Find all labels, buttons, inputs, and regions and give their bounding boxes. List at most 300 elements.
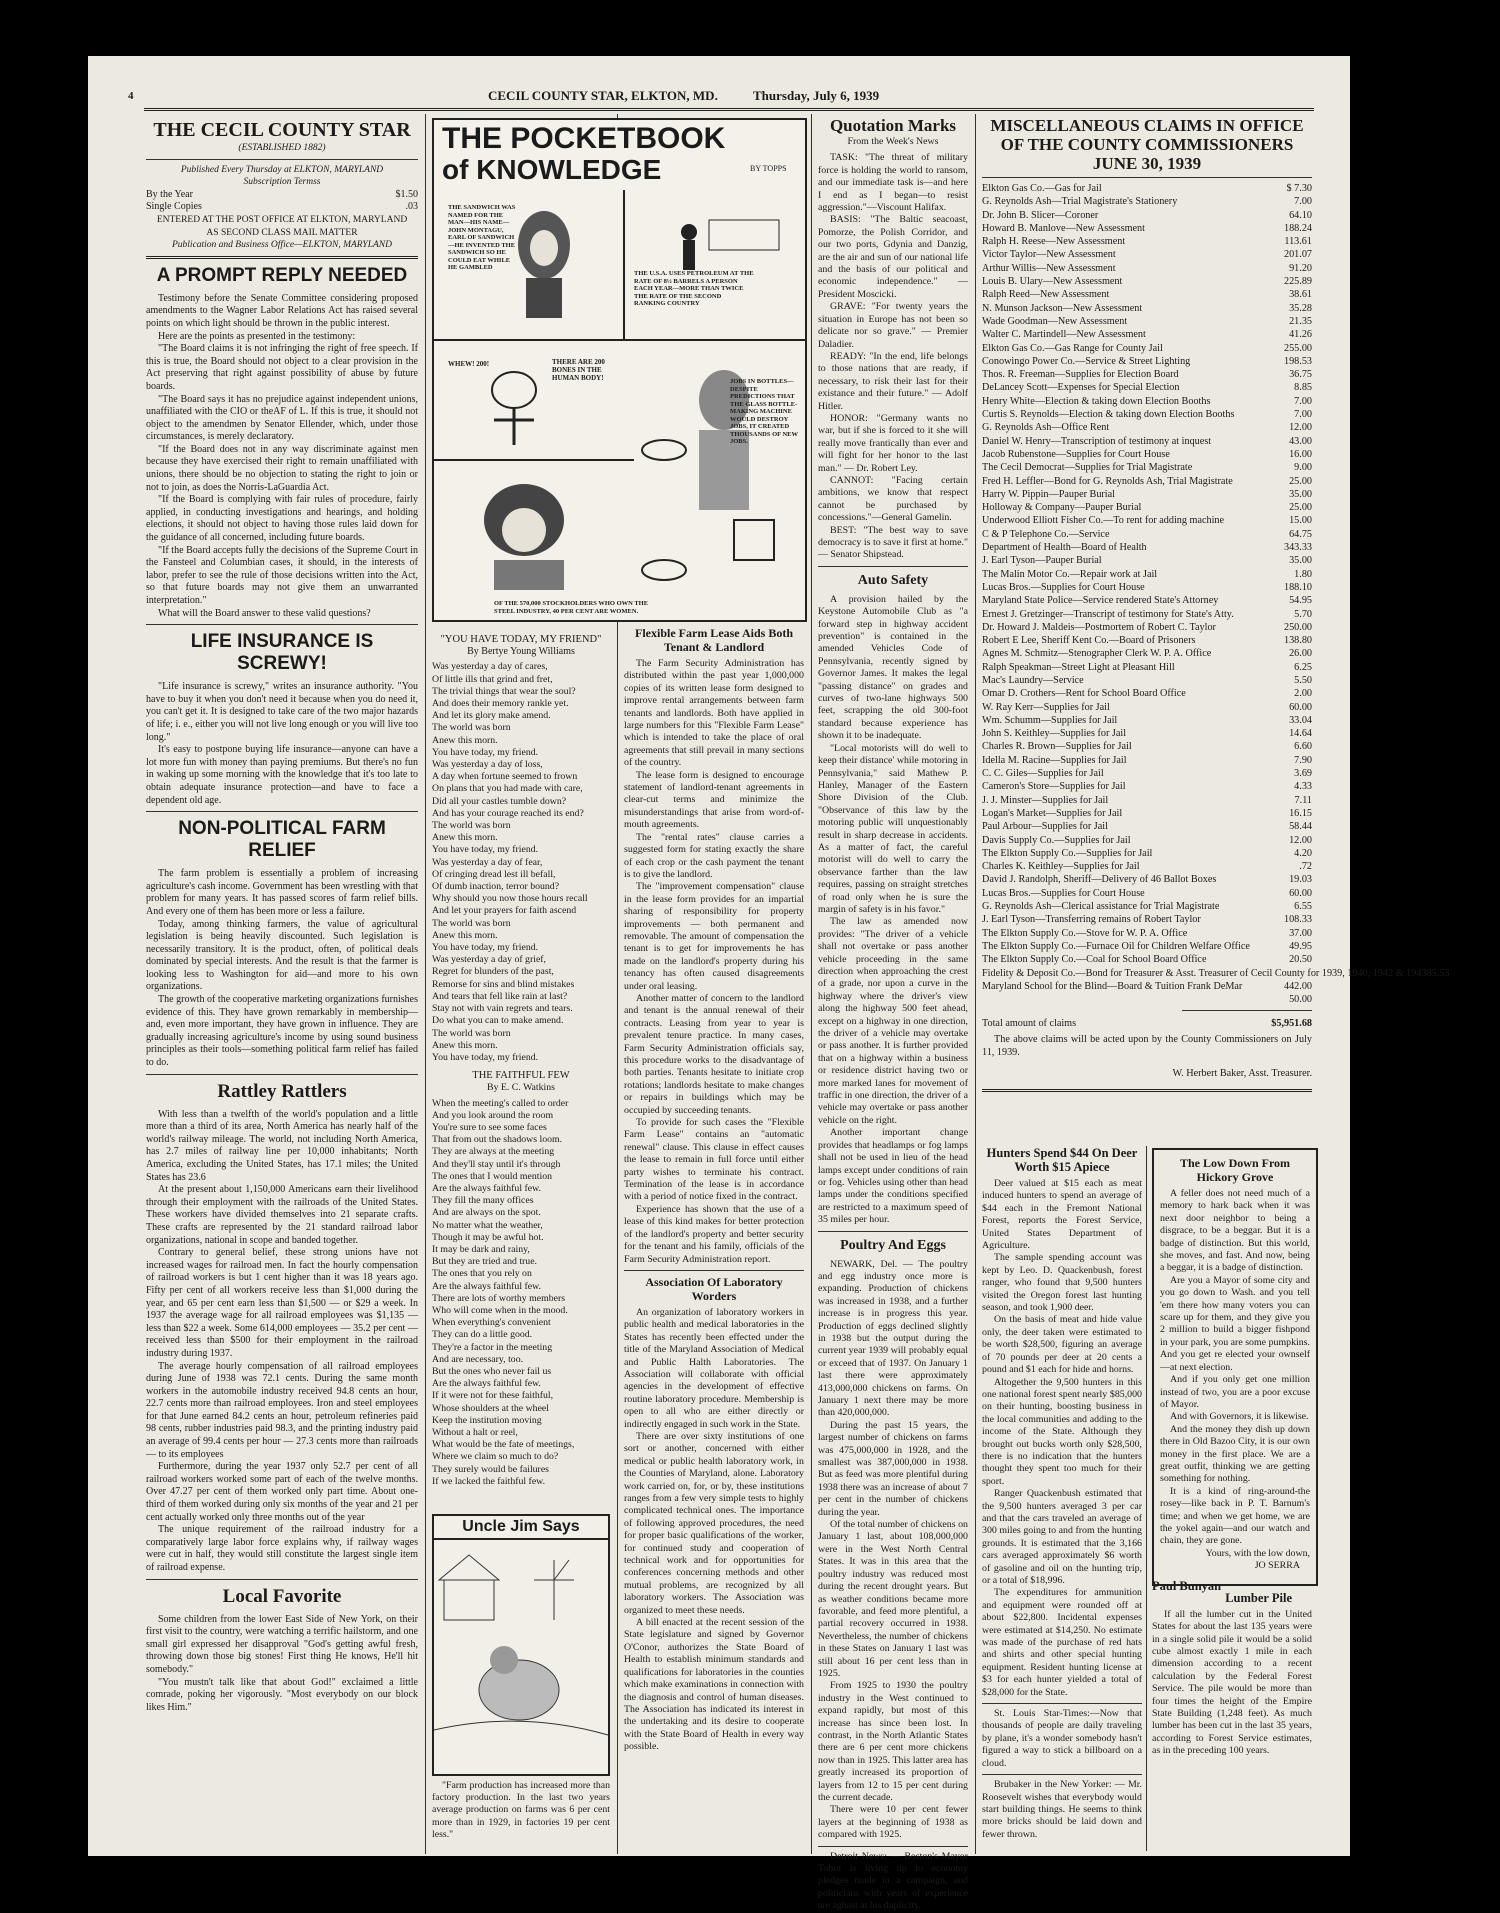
claim-description: The Elkton Supply Co.—Furnace Oil for Children Welfare Office xyxy=(982,940,1250,952)
claim-description: Walter C. Martindell—New Assessment xyxy=(982,329,1146,341)
paragraph: During the past 15 years, the largest number of chickens on farms was 475,000,000 in 1928, and the smallest was 387,000,000 in 1938. But as feed was more plentiful during 1938 there was an increase of about 7 per cent in the number of chickens during the year. xyxy=(818,1419,968,1518)
claim-amount: 85.53 xyxy=(1426,967,1450,979)
paragraph: NEWARK, Del. — The poultry and egg industry once more is expanding. Production of chickens was increased in 1938, and a further increase is in progress this year. Production of eggs declined slightly in 1938 but the output during the current year 1939 will probably equal or exceed that of 1937. On January 1 last there were approximately 413,000,000 chickens on farms. On January 1 next there may be more than 420,000,000. xyxy=(818,1258,968,1419)
claim-amount: .72 xyxy=(1299,861,1312,873)
claim-description: Elkton Gas Co.—Gas for Jail xyxy=(982,183,1102,194)
claim-amount: 12.00 xyxy=(1289,422,1312,434)
paragraph: An organization of laboratory workers in public health and medical laboratories in the States has recently been effected under the title of the Maryland Association of Medical and Public Halth Laboratories. The Association will collaborate with official agencies in the development of effective routine laboratory procedure. Membership is open to all who are either directly or indirectly engaged in such work in the State. xyxy=(624,1306,804,1430)
paragraph: There are over sixty institutions of one sort or another, concerned with either medical or public health laboratory work, in the Counties of Maryland, alone. Laboratory work carried on, for, or by, these institutions ranges from a few very simple tests to highly complicated technical ones. The importance of following approved procedures, the need for proper basic qualifications of the worker, for continued study and cooperation of technical work and for opportunities for conferences concerning methods and other mutual problems, are recognized by all laboratory workers. The Association was organized to meet these needs. xyxy=(624,1430,804,1616)
claim-description: G. Reynolds Ash—Office Rent xyxy=(982,422,1110,434)
claim-description: Logan's Market—Supplies for Jail xyxy=(982,807,1123,819)
claim-row xyxy=(982,727,1312,740)
claim-description: Curtis S. Reynolds—Election & taking down Election Booths xyxy=(982,409,1235,421)
claim-description: The Elkton Supply Co.—Stove for W. P. A. Office xyxy=(982,927,1188,939)
claim-row xyxy=(982,634,1312,647)
claim-description: The Malin Motor Co.—Repair work at Jail xyxy=(982,568,1158,580)
poem-line: The ones that you rely on xyxy=(432,1268,532,1280)
claim-row xyxy=(982,302,1312,315)
paragraph: Experience has shown that the use of a lease of this kind makes for better protection of the landlord's property and better security for the tenant and his family, officials of the Farm Security Administration report. xyxy=(624,1203,804,1265)
claim-description: W. Ray Kerr—Supplies for Jail xyxy=(982,701,1110,713)
news-column xyxy=(818,116,968,1912)
lowdown-signoff: Yours, with the low down, xyxy=(1205,1547,1310,1559)
claim-description: The Elkton Supply Co.—Coal for School Board Office xyxy=(982,954,1207,966)
claims-total-label: Total amount of claims xyxy=(982,1018,1077,1030)
claim-description: Holloway & Company—Pauper Burial xyxy=(982,502,1142,514)
paragraph: Another matter of concern to the landlord and tenant is the annual renewal of their contracts. Leasing from year to year is prevalent tenure practice. In many cases, Farm Security Administration officials say, this procedure works to the disadvantage of both parties. Tenants hesitate to initiate crop rotations; landlords hesitate to make changes or repairs in buildings which may be occupied by succeeding tenants. xyxy=(624,992,804,1116)
paragraph: From 1925 to 1930 the poultry industry in the West continued to expand rapidly, but most of this increase has since been lost. In contrast, in the North Atlantic States there are 6 per cent more chickens now than in 1925. This latter area has greatly increased its proportion of layers from 12 to 15 per cent during the current decade. xyxy=(818,1680,968,1803)
claim-description: Lucas Bros.—Supplies for Court House xyxy=(982,581,1145,593)
paragraph: It's easy to postpone buying life insurance—anyone can have a lot more fun with money than paying premiums. But there's no fun in waking up some morning with the knowledge that it's too late to obtain adequate insurance protection—and have to face a dependent old age. xyxy=(146,744,418,806)
claim-description: Wm. Schumm—Supplies for Jail xyxy=(982,714,1118,726)
paragraph: What will the Board answer to these valid questions? xyxy=(158,607,371,619)
paragraph: It is a kind of ring-around-the rosey—like back in P. T. Barnum's time; and when we get home, we are the yokel again—and our watch and chain, they are gone. xyxy=(1160,1485,1310,1547)
column-rule xyxy=(425,114,426,1854)
paragraph: "If the Board does not in any way discriminate against men because they have exercised their right to remain unaffiliated with unions, there should be no objection to stating the right to join or not to join, as does the Norris-LaGuardia Act. xyxy=(146,443,418,493)
poem-line: And are necessary, too. xyxy=(432,1353,524,1365)
claim-row xyxy=(982,541,1312,554)
column-rule xyxy=(975,114,976,1854)
claim-amount: 225.89 xyxy=(1283,276,1312,288)
claim-row xyxy=(982,860,1312,873)
masthead-entered: ENTERED AT THE POST OFFICE AT ELKTON, MARYLAND xyxy=(156,214,408,225)
page-number: 4 xyxy=(128,90,134,102)
claim-description: J. Earl Tyson—Pauper Burial xyxy=(982,555,1102,567)
claim-description: The Cecil Democrat—Supplies for Trial Magistrate xyxy=(982,462,1193,474)
poem-line: And you look around the room xyxy=(432,1109,554,1121)
claim-amount: 19.03 xyxy=(1289,874,1312,886)
claim-amount: 6.60 xyxy=(1294,741,1312,753)
bunyan-column xyxy=(1152,1580,1312,1850)
poem-line: They fill the many offices xyxy=(432,1195,534,1207)
poem-line: You have today, my friend. xyxy=(432,844,539,856)
lowdown-headline: The Low Down From Hickory Grove xyxy=(1179,1156,1291,1184)
claim-description: Ralph Reed—New Assessment xyxy=(982,289,1110,301)
claim-row xyxy=(982,953,1312,966)
claim-amount: 3.69 xyxy=(1294,768,1312,780)
claim-amount: 7.00 xyxy=(1294,196,1312,208)
claim-amount: 7.00 xyxy=(1294,395,1312,407)
claim-amount: 35.28 xyxy=(1289,302,1312,314)
claims-table xyxy=(982,182,1450,1006)
claim-row xyxy=(982,235,1312,248)
article-rattley xyxy=(146,1109,418,1575)
claim-amount: 6.25 xyxy=(1294,661,1312,673)
paragraph: The unique requirement of the railroad industry for a comparatively large labor force explains why, if railway wages were cut in half, they would still constitute the largest single item of railroad expense. xyxy=(146,1524,418,1573)
masthead-class: AS SECOND CLASS MAIL MATTER xyxy=(206,227,358,238)
claim-amount: 5.50 xyxy=(1294,674,1312,686)
paper-title: CECIL COUNTY STAR, ELKTON, MD. xyxy=(488,88,718,103)
paragraph: GRAVE: "For twenty years the situation in Europe has not been so delicate nor so grave." — Premier Daladier. xyxy=(818,301,968,350)
poem-line: Remorse for sins and blind mistakes xyxy=(432,978,575,990)
poem-line: There are lots of worthy members xyxy=(432,1292,566,1304)
paragraph: HONOR: "Germany wants no war, but if she is forced to it she will really move frantically than ever and will fight for her honor to the last man." — Dr. Robert Ley. xyxy=(818,412,968,474)
paragraph: Here are the points as presented in the testimony: xyxy=(158,330,356,342)
claim-description: John S. Keithley—Supplies for Jail xyxy=(982,728,1127,740)
claim-amount: 4.33 xyxy=(1294,781,1312,793)
poem-line: Are the always faithful few. xyxy=(432,1280,541,1292)
paragraph: Are you a Mayor of some city and you go down to Wash. and you tell 'em there how many voters you can scare up for them, and they give you 2 million to build a bigger fishpond in your park, you are some pumpkins. And you get re elected your ownself—at next election. xyxy=(1160,1274,1310,1373)
claim-row xyxy=(982,182,1312,195)
quotes-headline: Quotation Marks xyxy=(829,116,957,135)
quotes-subhead: From the Week's News xyxy=(847,136,939,147)
claim-description: Harry W. Pippin—Pauper Burial xyxy=(982,488,1115,500)
claim-row xyxy=(982,980,1312,993)
claim-amount: 43.00 xyxy=(1289,435,1312,447)
masthead-name: THE CECIL COUNTY STAR xyxy=(153,119,411,141)
poem-column xyxy=(432,634,610,1504)
hunters-headline: Hunters Spend $44 On Deer Worth $15 Apiece xyxy=(986,1146,1138,1174)
claim-amount: 20.50 xyxy=(1289,954,1312,966)
claim-row xyxy=(982,847,1312,860)
claim-row xyxy=(982,608,1312,621)
claim-row xyxy=(982,900,1312,913)
claim-amount: 60.00 xyxy=(1289,701,1312,713)
claim-amount: 16.00 xyxy=(1289,448,1312,460)
masthead-office: Publication and Business Office—ELKTON, MARYLAND xyxy=(171,240,392,251)
claim-amount: 1.80 xyxy=(1294,568,1312,580)
poem-line: What would be the fate of meetings, xyxy=(432,1439,575,1451)
claim-row xyxy=(982,714,1312,727)
claim-description: Henry White—Election & taking down Election Booths xyxy=(982,395,1211,407)
claim-amount: 35.00 xyxy=(1289,555,1312,567)
cartoon-caption-steel: OF THE 570,000 STOCKHOLDERS WHO OWN THE STEEL INDUSTRY, 40 PER CENT ARE WOMEN. xyxy=(494,600,649,615)
paragraph: The growth of the cooperative marketing organizations furnishes evidence of this. They have grown remarkably in membership—and, even more important, they have grown in influence. They are gradually increasing agriculture's income by using sound business principles as their tools—something political farm relief has failed to do. xyxy=(146,994,418,1069)
poem-line: And they'll stay until it's through xyxy=(432,1158,561,1170)
claim-description: Maryland School for the Blind—Board & Tuition Frank DeMar xyxy=(982,980,1243,992)
price-single-label: Single Copies xyxy=(146,201,202,213)
claim-row xyxy=(982,195,1312,208)
claim-description: Maryland State Police—Service rendered State's Attorney xyxy=(982,595,1219,607)
poem-line: When everything's convenient xyxy=(432,1317,551,1329)
page-header xyxy=(88,86,1350,108)
claim-row xyxy=(982,528,1312,541)
bunyan-headline-2: Lumber Pile xyxy=(1225,1591,1292,1606)
claim-description: Ralph Speakman—Street Light at Pleasant Hill xyxy=(982,661,1175,673)
claim-row xyxy=(982,661,1312,674)
claim-description: Mac's Laundry—Service xyxy=(982,674,1084,686)
poem-line: Was yesterday a day of loss, xyxy=(432,759,543,771)
claim-row xyxy=(982,554,1312,567)
claim-row xyxy=(982,448,1312,461)
claim-row xyxy=(982,581,1312,594)
paragraph: And the money they dish up down there in Old Bazoo City, it is our own money in the first place. We are a great outfit, thinking we are getting something for nothing. xyxy=(1160,1423,1310,1485)
claim-description: Conowingo Power Co.—Service & Street Lighting xyxy=(982,355,1191,367)
paragraph: Of the total number of chickens on January 1 last, about 108,000,000 were in the West North Central States. It was in this area that the poultry industry was reduced most during the recent drought years. But as weather conditions became more favorable, and feed more plentiful, a partial recovery occurred in 1938. Nevertheless, the number of chickens in these States on January 1 last was still about 16 per cent less than in 1925. xyxy=(818,1519,968,1679)
issue-date: Thursday, July 6, 1939 xyxy=(753,88,880,103)
paragraph: And with Governors, it is likewise. xyxy=(1170,1411,1309,1423)
claim-amount: 16.15 xyxy=(1289,807,1312,819)
poem1-body xyxy=(432,661,610,1064)
poem-line: Was yesterday a day of fear, xyxy=(432,856,543,868)
claim-row xyxy=(982,488,1312,501)
claim-description: Louis B. Ulary—New Assessment xyxy=(982,276,1123,288)
uncle-jim-caption: "Farm production has increased more than factory production. In the last two years average production on farms was 6 per cent more than in 1929, in factories 19 per cent less." xyxy=(432,1780,610,1840)
claim-row xyxy=(982,222,1312,235)
claim-amount: 2.00 xyxy=(1294,688,1312,700)
poem-line: The world was born xyxy=(432,917,511,929)
headline-farm: NON-POLITICAL FARM RELIEF xyxy=(178,818,386,862)
claim-row xyxy=(982,475,1312,488)
poem-line: No matter what the weather, xyxy=(432,1219,543,1231)
poem-line: Stay not with vain regrets and tears. xyxy=(432,1003,573,1015)
claim-amount: 25.00 xyxy=(1289,475,1312,487)
poem-line: You have today, my friend. xyxy=(432,1051,539,1063)
claim-description: Fidelity & Deposit Co.—Bond for Treasurer & Asst. Treasurer of Cecil County for 1939, 1940, 1942 & 1943 xyxy=(982,967,1427,979)
poem-line: And let its glory make amend. xyxy=(432,710,551,722)
claim-amount: 7.00 xyxy=(1294,409,1312,421)
claim-row xyxy=(982,408,1312,421)
claim-amount: 201.07 xyxy=(1283,249,1312,261)
claim-row xyxy=(982,461,1312,474)
claim-description: C & P Telephone Co.—Service xyxy=(982,528,1110,540)
poem-line: Of little ills that grind and fret, xyxy=(432,673,553,685)
claim-row xyxy=(982,568,1312,581)
masthead-established: (ESTABLISHED 1882) xyxy=(238,143,326,153)
poem-line: If it were not for these faithful, xyxy=(432,1390,554,1402)
claim-description: Thos. R. Freeman—Supplies for Election Board xyxy=(982,369,1179,381)
claim-row xyxy=(982,701,1312,714)
claim-amount: 25.00 xyxy=(1289,502,1312,514)
paragraph: Another important change provides that headlamps or fog lamps shall not be used in lieu of the head lamps except under conditions of rain or fog. Vehicles using other than head lamps under the conditions specified are restricted to a maximum speed of 35 miles per hour. xyxy=(818,1127,968,1226)
poem-line: They surely would be failures xyxy=(432,1463,549,1475)
poem-line: Anew this morn. xyxy=(432,929,498,941)
claim-description: N. Munson Jackson—New Assessment xyxy=(982,302,1143,314)
paragraph: Contrary to general belief, these strong unions have not increased wages for railroad men. In fact the hourly compensation of railroad workers is but 1 cent higher than it was 18 years ago. Fifty per cent of all workers receive less than $1,000 during the year, and 65 per cent earn less than $1,500 — or $29 a week. In 1937 the average wage for all railroad employees was $1,135 — less than $22 a week. Some 614,000 employees — 35.2 per cent — received less than $500 for their employment in the railroad industry during 1937. xyxy=(146,1247,418,1359)
claim-description: Paul Arbour—Supplies for Jail xyxy=(982,821,1108,833)
claims-title: MISCELLANEOUS CLAIMS IN OFFICE xyxy=(990,116,1304,135)
column-rule xyxy=(811,114,812,1854)
claim-row xyxy=(982,421,1312,434)
poem-line: Regret for blunders of the past, xyxy=(432,966,554,978)
claim-description: G. Reynolds Ash—Trial Magistrate's Stationery xyxy=(982,196,1178,208)
paragraph: "The Board claims it is not infringing the right of free speech. If this is true, the Board should not object to a clear provision in the Act preserving that right against possibility of abuse by future boards. xyxy=(146,343,418,392)
claim-description: Daniel W. Henry—Transcription of testimony at inquest xyxy=(982,435,1212,447)
claim-row xyxy=(982,927,1312,940)
paragraph: BEST: "The best way to save democracy is to save it first at home." — Senator Shipstead. xyxy=(818,524,968,561)
paragraph: The Farm Security Administration has distributed within the past year 1,000,000 copies of its written lease form designed to improve rental arrangements between farm tenants and landlords. Both have applied in large numbers for this "Flexible Farm Lease" which is intended to take the place of oral agreements that still prevail in many sections of the country. xyxy=(624,658,804,769)
claim-row xyxy=(982,674,1312,687)
claim-description: G. Reynolds Ash—Clerical assistance for Trial Magistrate xyxy=(982,901,1220,913)
poem-line: And does their memory rankle yet. xyxy=(432,698,569,710)
headline-life: LIFE INSURANCE IS SCREWY! xyxy=(190,631,374,675)
claim-amount: 250.00 xyxy=(1283,621,1312,633)
cartoon-caption-bones: THERE ARE 200 BONES IN THE HUMAN BODY! xyxy=(552,358,605,382)
claim-amount: 138.80 xyxy=(1283,635,1312,647)
claims-section xyxy=(982,116,1450,1136)
column-rule xyxy=(1146,1146,1147,1851)
claim-description: Robert E Lee, Sheriff Kent Co.—Board of Prisoners xyxy=(982,635,1196,647)
claim-description: Cameron's Store—Supplies for Jail xyxy=(982,781,1126,793)
paragraph: If all the lumber cut in the United States for about the last 135 years were in a single solid pile it would be a solid cube almost exactly 1 mile in each dimension according to a recent calculation by the Federal Forest Service. The pile would be more than four times the height of the Empire State Building (1,248 feet). As much lumber has been cut in the last 35 years, according to Forest Service estimates, as in the preceding 100 years. xyxy=(1152,1608,1312,1757)
masthead-subscription: Subscription Termss xyxy=(243,177,321,188)
paragraph: The sample spending account was kept by Leo. D. Quackenbush, forest ranger, who found that 9,500 hunters visited the Oregon forest last hunting season, and took 1,900 deer. xyxy=(982,1252,1142,1314)
claim-description: Howard B. Manlove—New Assessment xyxy=(982,222,1145,234)
poem-line: But they are tried and true. xyxy=(432,1256,538,1268)
claim-amount: 188.10 xyxy=(1283,581,1312,593)
poem-line: They can do a little good. xyxy=(432,1329,533,1341)
cartoon-byline: BY TOPPS xyxy=(750,164,787,173)
claim-amount: 49.95 xyxy=(1289,940,1312,952)
poem2-title: THE FAITHFUL FEW xyxy=(472,1070,570,1082)
poem-line: Why should you now those hours recall xyxy=(432,893,588,905)
paragraph: The "rental rates" clause carries a suggested form for stating exactly the share of each crop or the cash payment the tenant is to give the landlord. xyxy=(624,831,804,880)
poultry-headline: Poultry And Eggs xyxy=(840,1237,946,1253)
headline-local: Local Favorite xyxy=(222,1585,342,1607)
lowdown-box xyxy=(1152,1148,1318,1586)
uncle-jim-title: Uncle Jim Says xyxy=(434,1516,608,1540)
article-life xyxy=(146,681,418,807)
poem-line: And let your prayers for faith ascend xyxy=(432,905,577,917)
claim-row xyxy=(982,794,1312,807)
bunyan-headline: Paul Bunyan xyxy=(1152,1579,1222,1593)
poem-line: It may be dark and rainy, xyxy=(432,1243,530,1255)
paragraph: Some children from the lower East Side of New York, on their first visit to the country, were watching a terrific hailstorm, and one small girl expressed her disapproval "God's getting awful fresh, throwing down those big stones! First thing He knows, He'll hit somebody." xyxy=(146,1613,418,1675)
paragraph: The expenditures for ammunition and equipment were rounded off at about $22,800. Incidental expenses were estimated at $14,250. No estimate was made of the purchase of red hats and shirts and other special hunting equipment. Resident hunting license at $3 for each hunter yielded a total of $28,000 for the State. xyxy=(982,1587,1142,1698)
poem-line: Whose shoulders at the wheel xyxy=(432,1402,549,1414)
paragraph: The farm problem is essentially a problem of increasing agriculture's cash income. Government has been wrestling with that problem for many years. It has passed scores of farm relief bills. And every one of them has been more or less a failure. xyxy=(146,868,418,917)
poem-line: Anew this morn. xyxy=(432,734,498,746)
paragraph: Detroit News: — Boston's Mayor Tobin is living up to economy pledges made in a campaign, and politicians with years of experience are aghast at his duplicity. xyxy=(818,1850,968,1912)
claim-description: Ernest J. Gretzinger—Transcript of testimony for State's Atty. xyxy=(982,608,1234,620)
paragraph: The lease form is designed to encourage statement of landlord-tenant agreements in clear-cut terms and minimize the misunderstandings that arise from word-of-mouth agreements. xyxy=(624,769,804,831)
claim-row xyxy=(982,993,1312,1006)
hunters-column xyxy=(982,1146,1142,1851)
uncle-jim-cartoon xyxy=(432,1514,610,1844)
claim-amount: 198.53 xyxy=(1283,355,1312,367)
header-rule xyxy=(144,108,1314,111)
claim-row xyxy=(982,820,1312,833)
claim-description: J. Earl Tyson—Transferring remains of Robert Taylor xyxy=(982,914,1201,926)
claim-description: Charles R. Brown—Supplies for Jail xyxy=(982,741,1132,753)
cartoon-title-2: of KNOWLEDGE xyxy=(442,154,662,185)
paragraph: "You mustn't talk like that about God!" exclaimed a little comrade, poking her vigorously. "Most everybody on our block likes Him." xyxy=(146,1676,418,1713)
paragraph: To provide for such cases the "Flexible Farm Lease" contains an "automatic renewal" clause. This clause in effect causes the lease to remain in full force until either party wishes to terminate his contract. Termination of the lease is in accordance with a period of notice fixed in the contract. xyxy=(624,1117,804,1203)
poem-line: Of dumb inaction, terror bound? xyxy=(432,881,560,893)
claim-row xyxy=(982,381,1312,394)
headline-prompt: A PROMPT REPLY NEEDED xyxy=(156,264,408,286)
price-year-label: By the Year xyxy=(146,188,193,200)
claim-row xyxy=(982,594,1312,607)
paragraph: "Local motorists will do well to keep their distance' while motoring in Pennsylvania," said Mathew P. Hanley, Manager of the Eastern Shore Division of the Club. "Observance of this law by the motoring public will unquestionably result in sharp decrease in accidents. As a matter of fact, the careful motorist will do well to carry the observance farther than the law requires, passing on straight stretches of road only when he is sure the margin of safety is in his favor." xyxy=(818,742,968,915)
paragraph: There were 10 per cent fewer layers at the beginning of 1938 as compared with 1925. xyxy=(818,1804,968,1841)
poem-line: The world was born xyxy=(432,820,511,832)
paragraph: And if you only get one million instead of two, you are a poor excuse of Mayor. xyxy=(1160,1374,1310,1410)
headline-rattley: Rattley Rattlers xyxy=(217,1080,347,1102)
claim-row xyxy=(982,368,1312,381)
claim-amount: 21.35 xyxy=(1289,315,1312,327)
claims-note: The above claims will be acted upon by the County Commissioners on July 11, 1939. xyxy=(982,1033,1312,1058)
claims-signature: W. Herbert Baker, Asst. Treasurer. xyxy=(1172,1068,1312,1080)
claim-row xyxy=(982,435,1312,448)
claim-row xyxy=(982,288,1312,301)
lease-column xyxy=(624,626,804,1851)
poem-line: But the ones who never fail us xyxy=(432,1365,552,1377)
claim-amount: 26.00 xyxy=(1289,648,1312,660)
cartoon-title: THE POCKETBOOK xyxy=(442,122,726,155)
poem-line: You have today, my friend. xyxy=(432,746,539,758)
pocketbook-cartoon xyxy=(432,118,807,622)
claim-description: Department of Health—Board of Health xyxy=(982,542,1147,554)
paragraph: At the present about 1,150,000 Americans earn their livelihood through their employment with the railroads of the United States. These workers have divided themselves into 21 separate crafts. These crafts are represented by the 21 standard railroad labor organizations, national in scope and banded together. xyxy=(146,1184,418,1246)
claim-row xyxy=(982,754,1312,767)
poem1-author: By Bertye Young Williams xyxy=(467,646,575,658)
uncle-jim-illustration xyxy=(434,1540,608,1768)
cartoon-caption-bottles: JOBS IN BOTTLES—DESPITE PREDICTIONS THAT THE GLASS BOTTLE-MAKING MACHINE WOULD DESTROY JOBS, IT CREATED THOUSANDS OF NEW JOBS. xyxy=(730,378,798,445)
poem-line: Anew this morn. xyxy=(432,832,498,844)
poem-line: That from out the shadows loom. xyxy=(432,1134,563,1146)
claim-description: C. C. Giles—Supplies for Jail xyxy=(982,768,1104,780)
claim-amount: 37.00 xyxy=(1289,927,1312,939)
claim-description: Ralph H. Reese—New Assessment xyxy=(982,236,1126,248)
poem-line: Keep the institution moving xyxy=(432,1414,542,1426)
paragraph: Deer valued at $15 each as meat induced hunters to spend an average of $44 each in the Fremont National Forest, reports the Forest Service, United States Department of Agriculture. xyxy=(982,1178,1142,1252)
claim-row xyxy=(982,621,1312,634)
claim-row xyxy=(982,209,1312,222)
claim-description: Idella M. Racine—Supplies for Jail xyxy=(982,754,1127,766)
claim-amount: 255.00 xyxy=(1283,342,1312,354)
claim-amount: 12.00 xyxy=(1289,834,1312,846)
claim-description: Lucas Bros.—Supplies for Court House xyxy=(982,887,1145,899)
lease-headline: Flexible Farm Lease Aids Both Tenant & Landlord xyxy=(635,626,793,654)
poem-line: The ones that I would mention xyxy=(432,1170,552,1182)
claim-row xyxy=(982,687,1312,700)
paragraph: Ranger Quackenbush estimated that the 9,500 hunters averaged 3 per car and that the cars traveled an average of 300 miles going to and from the hunting grounds. It is estimated that the 3,166 cars averaged approximately $6 worth of gasoline and oil on the hunting trip, or a total of $18,996. xyxy=(982,1488,1142,1586)
editorial-column xyxy=(146,116,418,1851)
claim-amount: 8.85 xyxy=(1294,382,1312,394)
poem-line: They are always at the meeting xyxy=(432,1146,555,1158)
claim-row xyxy=(982,780,1312,793)
claim-row xyxy=(982,767,1312,780)
claim-amount: 7.90 xyxy=(1294,754,1312,766)
paragraph: Testimony before the Senate Committee considering proposed amendments to the Wagner Labor Relations Act has raised several points on which light should be thrown in the public interest. xyxy=(146,292,418,329)
paragraph: St. Louis Star-Times:—Now that thousands of people are daily traveling by plane, it's a wonder somebody hasn't figured a way to stick a billboard on a cloud. xyxy=(982,1708,1142,1769)
claim-amount: 188.24 xyxy=(1283,222,1312,234)
claim-amount: 108.33 xyxy=(1283,914,1312,926)
claim-amount: 33.04 xyxy=(1289,714,1312,726)
paragraph: "Life insurance is screwy," writes an insurance authority. "You have to buy it when you don't need it because when you do need it, you can't get it. It is designed to take care of the two major hazards of life; i. e., either you will not live long enough or you will live too long." xyxy=(146,681,418,743)
price-year: $1.50 xyxy=(395,188,418,200)
poem-line: You have today, my friend. xyxy=(432,942,539,954)
claim-row xyxy=(982,940,1312,953)
poem-line: And tears that fell like rain at last? xyxy=(432,990,568,1002)
paragraph: On the basis of meat and hide value only, the deer taken were estimated to be worth $28,500, figuring an average of 70 pounds per deer at 20 cents a pound and $1 each for hide and horns. xyxy=(982,1314,1142,1376)
claim-amount: 41.26 xyxy=(1289,329,1312,341)
paragraph: Brubaker in the New Yorker: — Mr. Roosevelt wishes that everybody would start building things. He seems to think more bricks should be laid down and fewer thrown. xyxy=(982,1779,1142,1840)
poem-line: Where we claim so much to do? xyxy=(432,1451,559,1463)
claim-amount: 58.44 xyxy=(1289,821,1312,833)
paragraph: READY: "In the end, life belongs to those nations that are ready, if necessary, to risk their last for their existance and their future." — Adolf Hitler. xyxy=(818,350,968,412)
claim-amount: 7.11 xyxy=(1294,794,1312,806)
claim-description: Dr. John B. Slicer—Coroner xyxy=(982,209,1099,221)
association-headline: Association Of Laboratory Worders xyxy=(645,1274,783,1303)
claim-description: Wade Goodman—New Assessment xyxy=(982,315,1128,327)
poem-line: Though it may be awful hot. xyxy=(432,1231,544,1243)
claim-amount: 15.00 xyxy=(1289,515,1312,527)
paragraph: A provision hailed by the Keystone Automobile Club as "a forward step in highway accident prevention" is contained in the amended Vehicles Code of Pennsylvania, recently signed by Governor James. It makes the legal "passing distance" on grades and curves of two-lane highways 500 feet, scrapping the old 300-foot standard because experience has shown it to be inadequate. xyxy=(818,593,968,742)
paragraph: The law as amended now provides: "The driver of a vehicle shall not overtake or pass another vehicle proceeding in the same direction when approaching the crest of a grade, nor upon a curve in the highway where the driver's view along the highway 500 feet ahead, except on a highway in one direction, the driver of a vehicle may overtake or pass another. It is further provided that on a highway within a business or residence district having two or more marked lanes for movement of traffic in one direction, the driver of a vehicle may overtake or pass another vehicle on the right. xyxy=(818,916,968,1126)
claim-amount: 38.61 xyxy=(1289,289,1312,301)
auto-headline: Auto Safety xyxy=(857,572,929,588)
claim-amount: 14.64 xyxy=(1289,728,1312,740)
claim-amount: 113.61 xyxy=(1284,236,1312,248)
claim-amount: 442.00 xyxy=(1283,980,1312,992)
claim-description: Victor Taylor—New Assessment xyxy=(982,249,1116,261)
claim-description: J. J. Minster—Supplies for Jail xyxy=(982,794,1109,806)
claim-description: Fred H. Leffler—Bond for G. Reynolds Ash, Trial Magistrate xyxy=(982,475,1233,487)
poem-line: Are the always faithful few. xyxy=(432,1378,541,1390)
claim-row xyxy=(982,887,1312,900)
cartoon-whew: WHEW! 200! xyxy=(448,360,490,368)
